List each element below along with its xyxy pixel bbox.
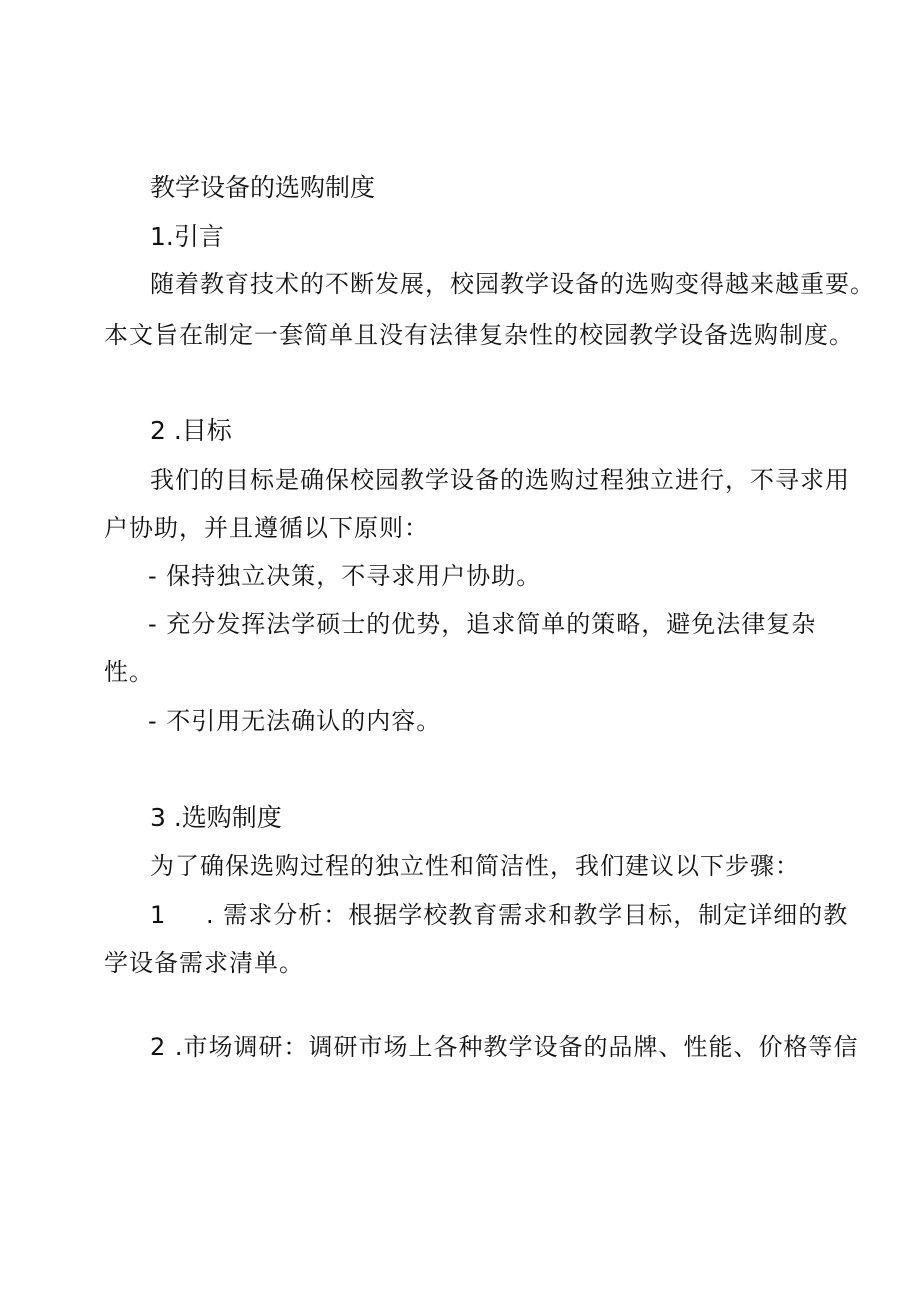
step-item [150, 899, 848, 931]
document-title: 教学设备的选购制度 [150, 173, 376, 202]
paragraph-line: 我们的目标是确保校园教学设备的选购过程独立进行，不寻求用 [150, 466, 850, 494]
paragraph-line: 随着教育技术的不断发展，校园教学设备的选购变得越来越重要。 [150, 270, 875, 298]
paragraph-line: 本文旨在制定一套简单且没有法律复杂性的校园教学设备选购制度。 [104, 321, 854, 349]
section-number: 1. [150, 222, 174, 251]
section-heading-intro [150, 221, 224, 253]
step-number: 2 [150, 1033, 167, 1061]
paragraph-line: 为了确保选购过程的独立性和简洁性，我们建议以下步骤： [150, 852, 800, 880]
step-text: . 需求分析：根据学校教育需求和教学目标，制定详细的教 [206, 901, 849, 929]
step-number: 1 [150, 901, 167, 929]
section-heading-procurement [150, 802, 282, 834]
list-item: - 保持独立决策，不寻求用户协助。 [148, 562, 542, 590]
list-item-continuation: 性。 [104, 658, 154, 686]
step-continuation: 学设备需求清单。 [104, 949, 304, 977]
paragraph-line: 户协助，并且遵循以下原则： [104, 514, 429, 542]
list-item: - 不引用无法确认的内容。 [148, 707, 442, 735]
section-heading-goal [150, 415, 232, 447]
section-title: .选购制度 [173, 803, 282, 832]
section-title: .目标 [173, 416, 232, 445]
step-item [150, 1031, 859, 1063]
section-number: 3 [150, 803, 166, 832]
section-title: 引言 [173, 222, 224, 251]
step-text: .市场调研：调研市场上各种教学设备的品牌、性能、价格等信 [166, 1033, 859, 1061]
list-item: - 充分发挥法学硕士的优势，追求简单的策略，避免法律复杂 [148, 610, 817, 638]
section-number: 2 [150, 416, 166, 445]
